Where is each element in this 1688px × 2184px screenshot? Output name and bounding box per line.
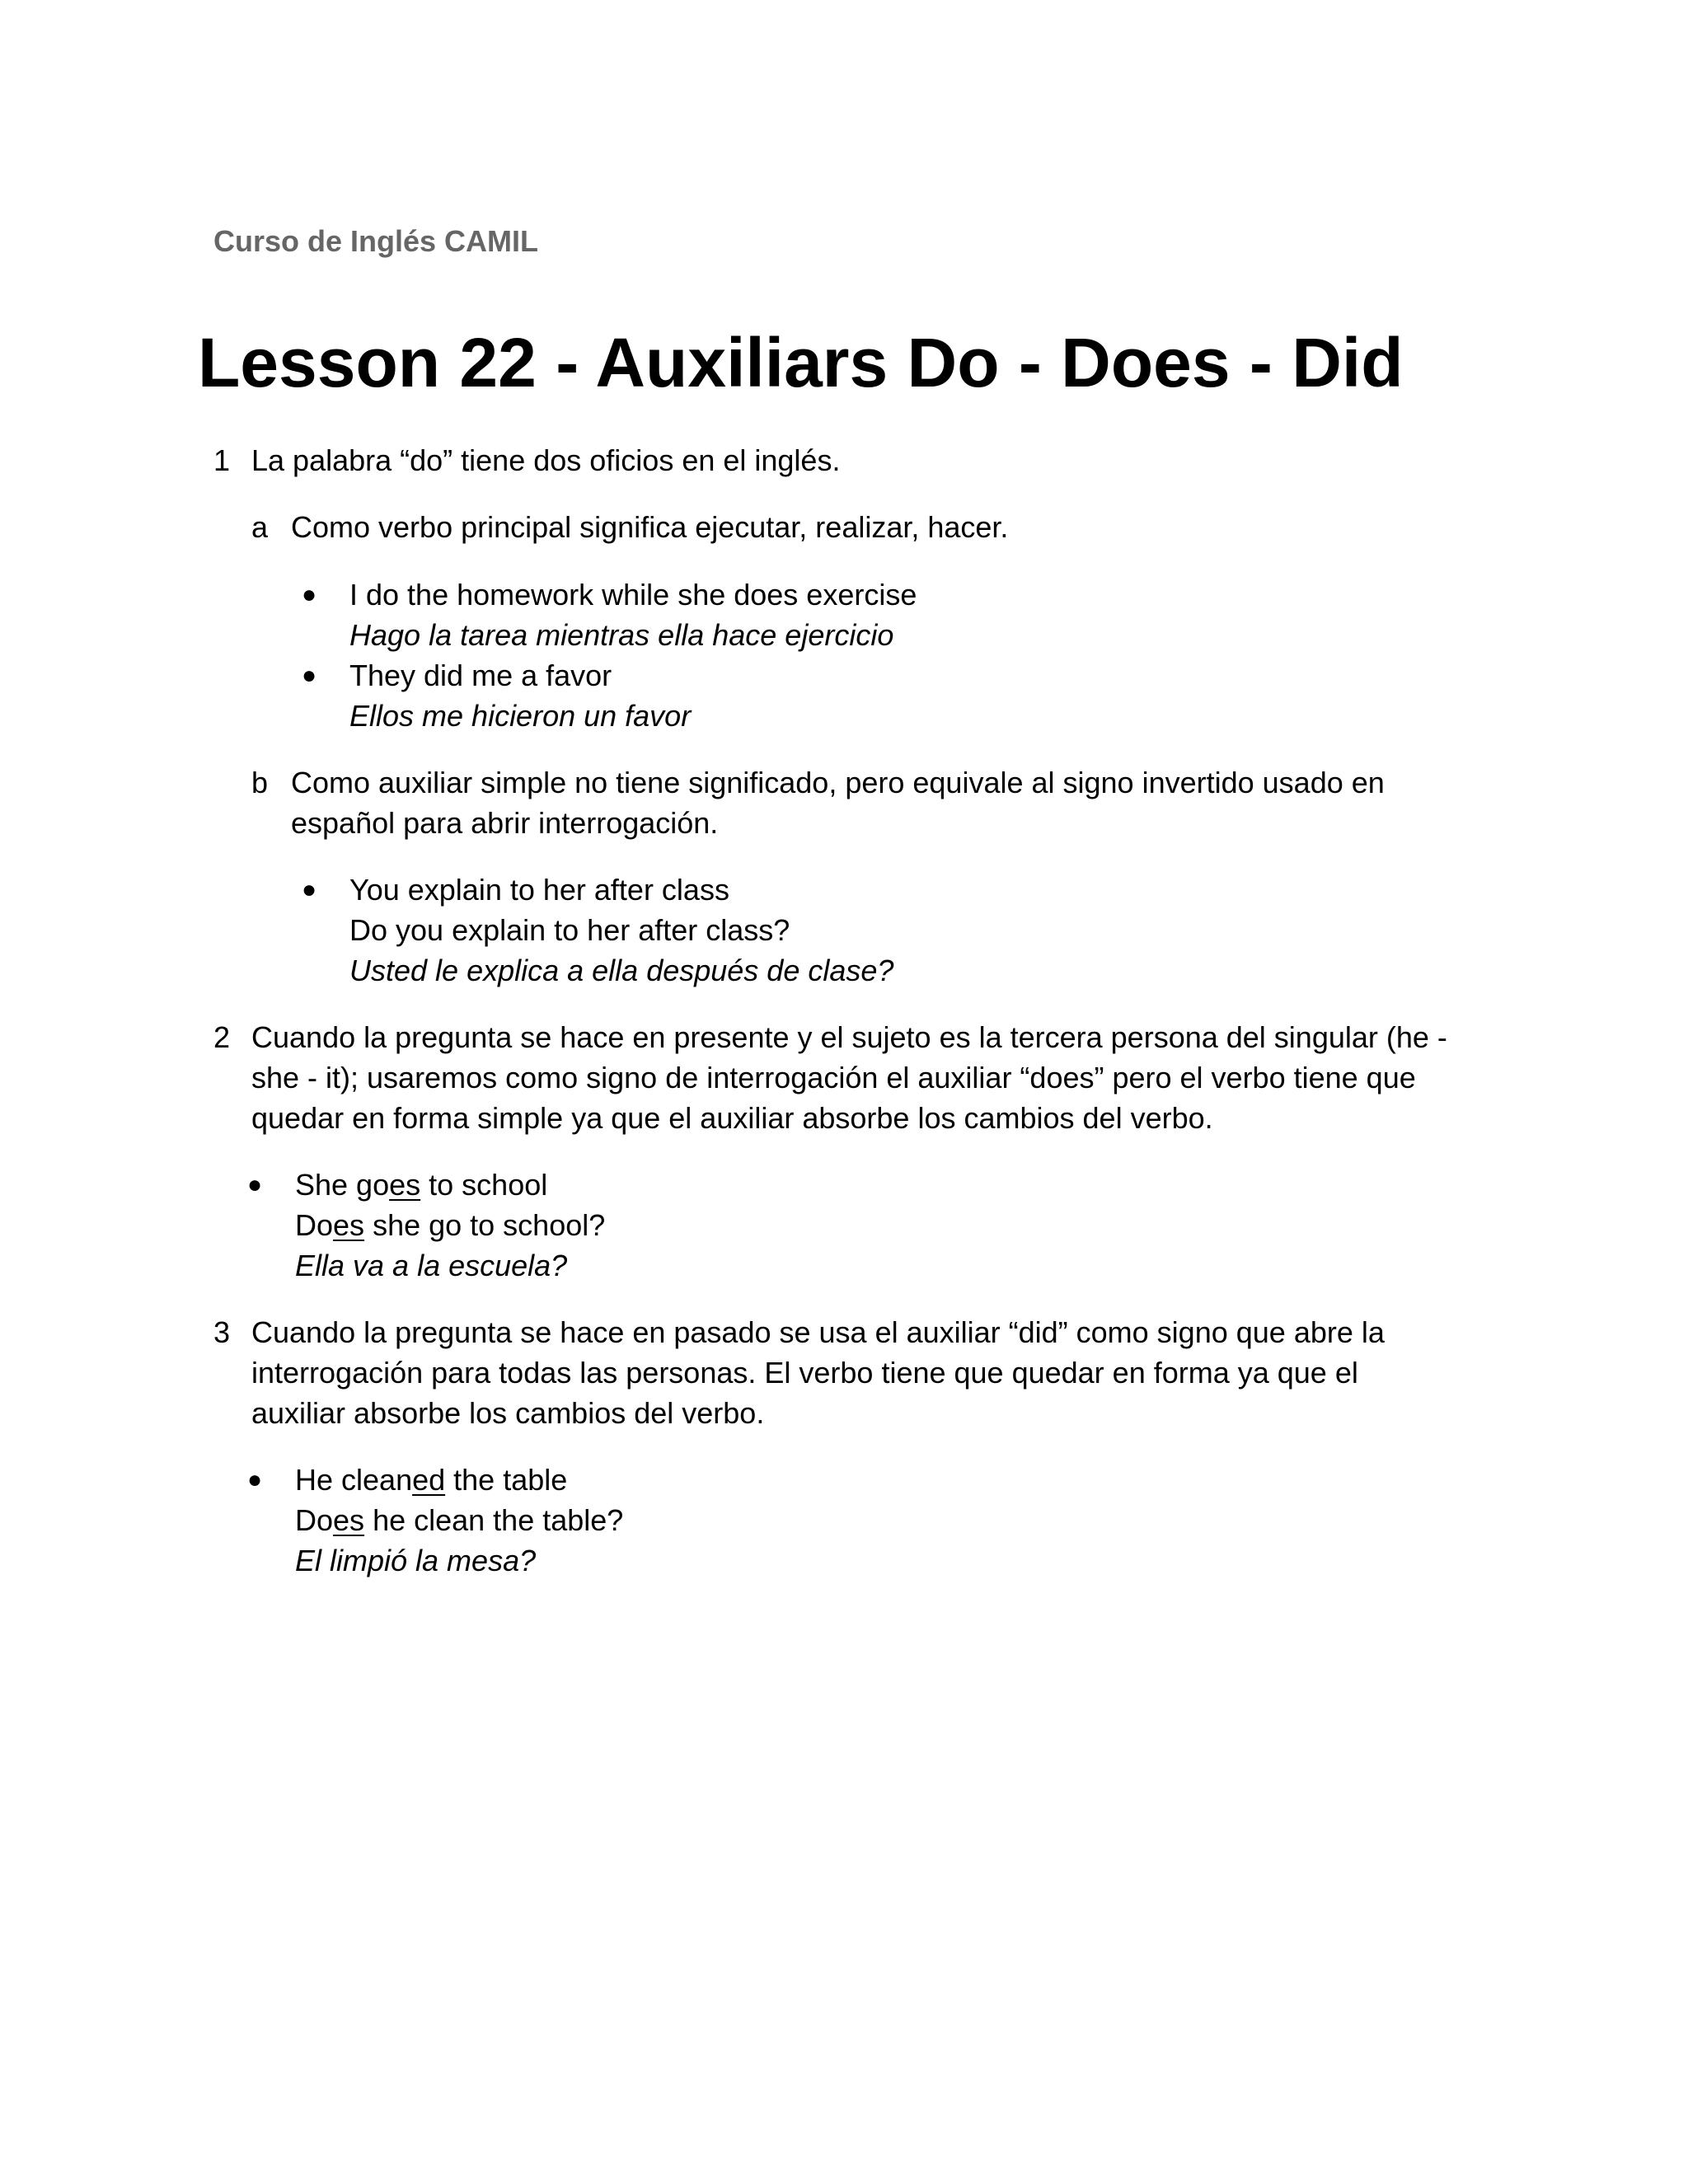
lesson-title: Lesson 22 - Auxiliars Do - Does - Did [198,324,1404,401]
underlined-suffix: es [333,1503,365,1537]
bullet-icon: ● [247,1466,263,1493]
text-segment: she go to school? [364,1208,606,1242]
list-item-text-line: she - it); usaremos como signo de interrogación el auxiliar “does” pero el verbo tiene que [251,1061,1416,1094]
text-segment: Do [295,1503,334,1537]
text-segment: Do [295,1208,334,1242]
list-item-text-line: Cuando la pregunta se hace en presente y el sujeto es la tercera persona del singular (he - [251,1020,1447,1054]
list-number: 2 [213,1020,231,1054]
example-question [295,1205,605,1245]
underlined-suffix: es [333,1208,365,1242]
sub-item-text-line: Como auxiliar simple no tiene significado, pero equivale al signo invertido usado en [291,766,1385,799]
list-number: 3 [213,1315,231,1349]
sub-item-text: Como verbo principal significa ejecutar, realizar, hacer. [291,510,1009,544]
text-segment: to school [420,1168,548,1202]
list-item-text-line: auxiliar absorbe los cambios del verbo. [251,1396,765,1430]
example-translation: Ella va a la escuela? [295,1249,568,1282]
list-number: 1 [213,443,231,477]
course-header: Curso de Inglés CAMIL [213,224,539,258]
text-segment: he clean the table? [364,1503,624,1537]
example-sentence [295,1460,567,1500]
bullet-icon: ● [302,581,317,608]
list-item-text-line: Cuando la pregunta se hace en pasado se usa el auxiliar “did” como signo que abre la [251,1315,1385,1349]
list-item-text-line: interrogación para todas las personas. El verbo tiene que quedar en forma ya que el [251,1356,1358,1390]
bullet-icon: ● [302,876,317,903]
text-segment: He clean [295,1463,413,1497]
example-translation: Usted le explica a ella después de clase? [349,954,894,987]
example-translation: Hago la tarea mientras ella hace ejercicio [349,618,894,652]
underlined-suffix: ed [412,1463,446,1497]
example-translation: Ellos me hicieron un favor [349,699,692,733]
bullet-icon: ● [302,662,317,689]
text-segment: She go [295,1168,390,1202]
text-segment: the table [445,1463,568,1497]
sub-item-letter: b [251,766,269,799]
list-item-text-line: quedar en forma simple ya que el auxiliar absorbe los cambios del verbo. [251,1101,1213,1135]
example-sentence: You explain to her after class [349,873,729,907]
example-question: Do you explain to her after class? [349,913,790,947]
example-sentence: They did me a favor [349,658,612,692]
sub-item-text-line: español para abrir interrogación. [291,806,719,840]
example-sentence: I do the homework while she does exercise [349,578,917,612]
example-question [295,1500,623,1540]
sub-item-letter: a [251,510,269,544]
example-translation: El limpió la mesa? [295,1544,537,1577]
example-sentence [295,1165,547,1205]
list-item-text: La palabra “do” tiene dos oficios en el inglés. [251,443,841,477]
bullet-icon: ● [247,1171,263,1198]
underlined-suffix: es [389,1168,421,1202]
